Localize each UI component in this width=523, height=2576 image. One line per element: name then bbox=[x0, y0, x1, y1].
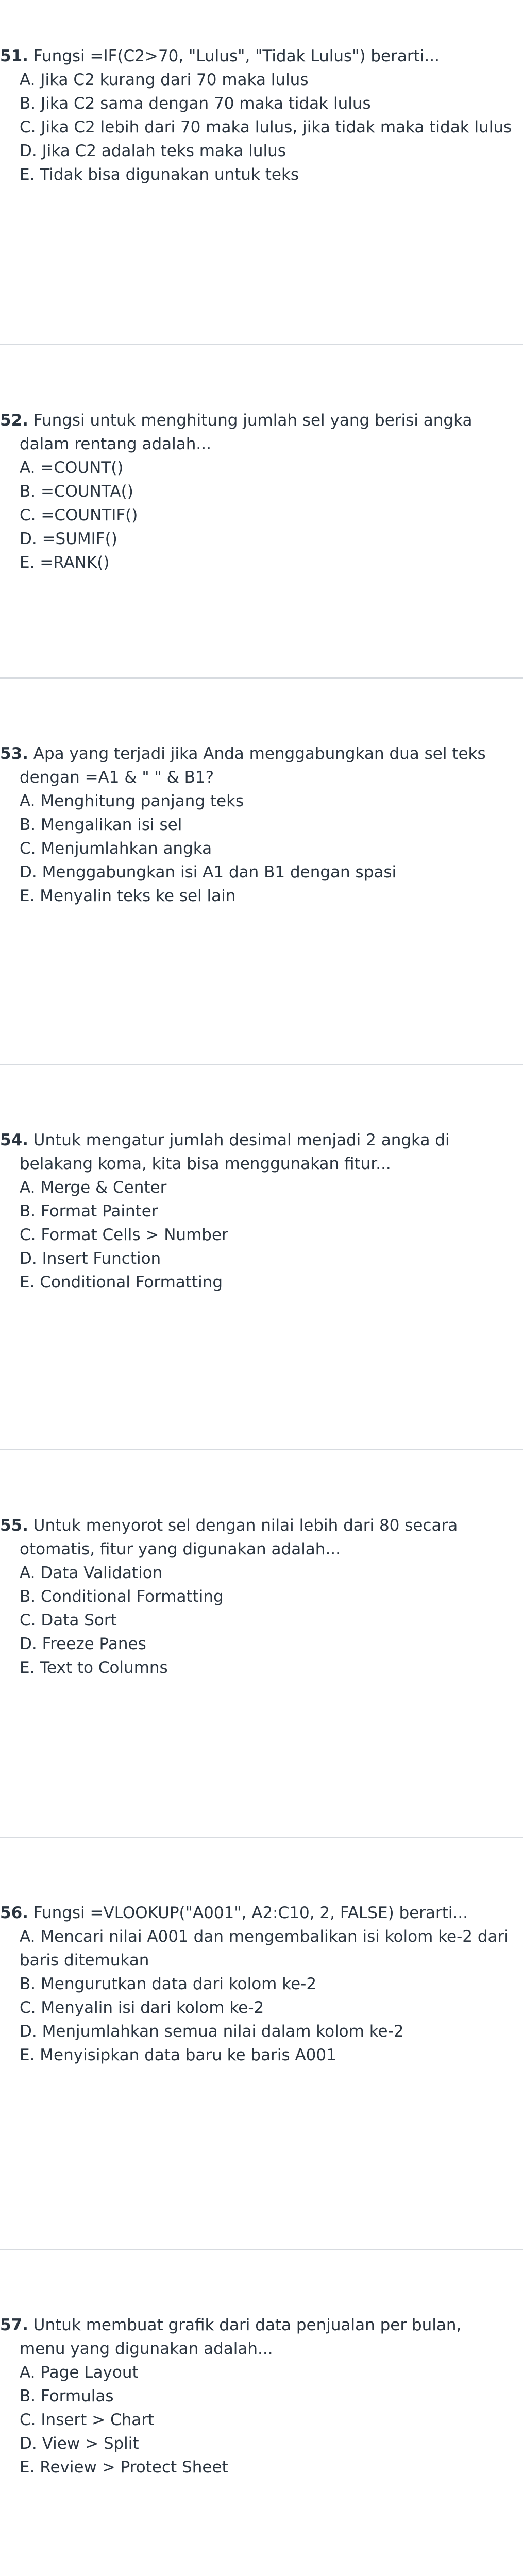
question-divider bbox=[0, 2249, 523, 2250]
answer-option: E. Review > Protect Sheet bbox=[20, 2458, 228, 2477]
answer-option: D. Freeze Panes bbox=[20, 1635, 146, 1653]
question-divider bbox=[0, 1449, 523, 1450]
question-text bbox=[0, 2313, 504, 2361]
answer-option: E. Text to Columns bbox=[20, 1658, 168, 1677]
answer-option: C. Data Sort bbox=[20, 1611, 117, 1630]
answer-option: D. Menggabungkan isi A1 dan B1 dengan spasi bbox=[20, 863, 397, 882]
question-text bbox=[0, 1514, 504, 1561]
question-56 bbox=[0, 1901, 523, 2067]
answer-option: C. Format Cells > Number bbox=[20, 1226, 228, 1244]
question-text bbox=[0, 409, 504, 456]
question-51 bbox=[0, 44, 523, 187]
answer-options bbox=[0, 1176, 523, 1294]
answer-option: C. Menyalin isi dari kolom ke-2 bbox=[20, 1998, 264, 2017]
question-divider bbox=[0, 344, 523, 345]
question-number: 53. bbox=[0, 744, 28, 763]
question-text bbox=[0, 742, 504, 789]
question-text bbox=[0, 1128, 504, 1176]
answer-option: B. Conditional Formatting bbox=[20, 1587, 224, 1606]
answer-option: B. Mengalikan isi sel bbox=[20, 816, 182, 834]
question-54 bbox=[0, 1128, 523, 1294]
answer-option: A. Mencari nilai A001 dan mengembalikan isi kolom ke-2 dari baris ditemukan bbox=[20, 1927, 509, 1970]
answer-option: B. =COUNTA() bbox=[20, 482, 133, 501]
question-prompt: Untuk mengatur jumlah desimal menjadi 2 angka di belakang koma, kita bisa menggunakan fitur... bbox=[20, 1131, 450, 1173]
question-prompt: Untuk menyorot sel dengan nilai lebih dari 80 secara otomatis, fitur yang digunakan adalah... bbox=[20, 1516, 458, 1558]
answer-option: E. =RANK() bbox=[20, 553, 110, 572]
question-text bbox=[0, 1901, 504, 1925]
question-number: 52. bbox=[0, 411, 28, 430]
question-53 bbox=[0, 742, 523, 908]
question-prompt: Fungsi =VLOOKUP("A001", A2:C10, 2, FALSE) berarti... bbox=[33, 1904, 468, 1922]
answer-option: D. View > Split bbox=[20, 2434, 139, 2453]
answer-option: D. =SUMIF() bbox=[20, 530, 117, 548]
question-number: 57. bbox=[0, 2316, 28, 2334]
answer-option: A. Jika C2 kurang dari 70 maka lulus bbox=[20, 71, 309, 89]
answer-option: D. Menjumlahkan semua nilai dalam kolom ke-2 bbox=[20, 2022, 404, 2041]
question-52 bbox=[0, 409, 523, 574]
question-prompt: Untuk membuat grafik dari data penjualan per bulan, menu yang digunakan adalah... bbox=[20, 2316, 462, 2358]
answer-option: C. Insert > Chart bbox=[20, 2411, 155, 2429]
answer-option: B. Jika C2 sama dengan 70 maka tidak lulus bbox=[20, 94, 371, 113]
answer-option: C. Jika C2 lebih dari 70 maka lulus, jika tidak maka tidak lulus bbox=[20, 118, 512, 137]
answer-option: E. Menyisipkan data baru ke baris A001 bbox=[20, 2046, 336, 2064]
question-number: 56. bbox=[0, 1904, 28, 1922]
answer-options bbox=[0, 456, 523, 574]
question-divider bbox=[0, 1064, 523, 1065]
answer-option: E. Menyalin teks ke sel lain bbox=[20, 887, 236, 905]
question-prompt: Fungsi =IF(C2>70, "Lulus", "Tidak Lulus") berarti... bbox=[33, 47, 440, 65]
answer-option: D. Jika C2 adalah teks maka lulus bbox=[20, 142, 286, 160]
answer-option: C. Menjumlahkan angka bbox=[20, 839, 212, 858]
answer-option: D. Insert Function bbox=[20, 1249, 161, 1268]
answer-option: C. =COUNTIF() bbox=[20, 506, 138, 524]
answer-option: B. Formulas bbox=[20, 2387, 114, 2405]
answer-option: A. Page Layout bbox=[20, 2363, 139, 2382]
answer-options bbox=[0, 1561, 523, 1680]
question-prompt: Fungsi untuk menghitung jumlah sel yang berisi angka dalam rentang adalah... bbox=[20, 411, 473, 453]
question-divider bbox=[0, 1837, 523, 1838]
answer-option: B. Mengurutkan data dari kolom ke-2 bbox=[20, 1975, 317, 1993]
answer-options bbox=[0, 1925, 523, 2067]
question-57 bbox=[0, 2313, 523, 2479]
answer-option: B. Format Painter bbox=[20, 1202, 158, 1221]
question-divider bbox=[0, 677, 523, 679]
question-number: 55. bbox=[0, 1516, 28, 1535]
answer-options bbox=[0, 2361, 523, 2479]
question-text bbox=[0, 44, 504, 68]
answer-option: A. Merge & Center bbox=[20, 1178, 167, 1197]
answer-options bbox=[0, 68, 523, 187]
question-55 bbox=[0, 1514, 523, 1680]
question-prompt: Apa yang terjadi jika Anda menggabungkan dua sel teks dengan =A1 & " " & B1? bbox=[20, 744, 486, 787]
answer-option: A. Menghitung panjang teks bbox=[20, 792, 244, 810]
answer-option: E. Tidak bisa digunakan untuk teks bbox=[20, 165, 299, 184]
question-number: 54. bbox=[0, 1131, 28, 1149]
answer-option: E. Conditional Formatting bbox=[20, 1273, 223, 1292]
answer-options bbox=[0, 789, 523, 908]
answer-option: A. Data Validation bbox=[20, 1564, 163, 1582]
question-number: 51. bbox=[0, 47, 28, 65]
answer-option: A. =COUNT() bbox=[20, 459, 124, 477]
